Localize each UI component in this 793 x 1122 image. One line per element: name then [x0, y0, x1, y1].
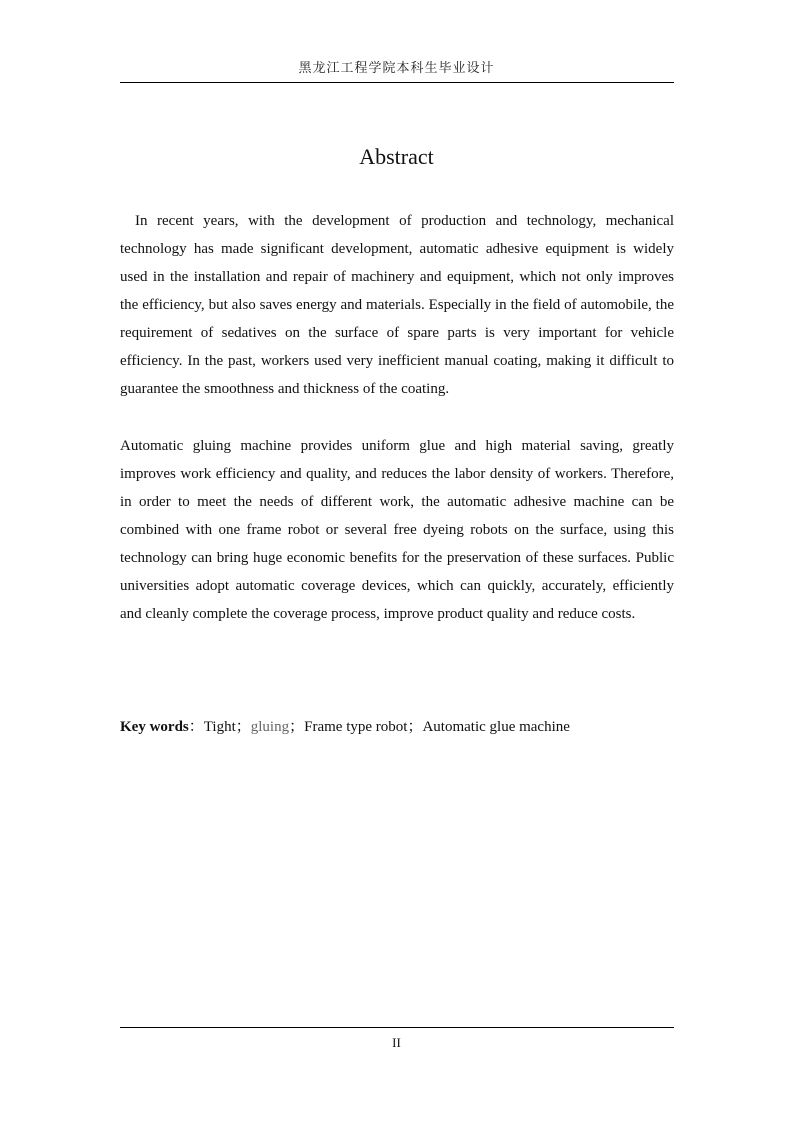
page-number: II	[392, 1035, 401, 1050]
keyword-item: gluing	[250, 719, 290, 735]
keyword-delimiter: ；	[235, 719, 251, 735]
footer-divider	[120, 1027, 674, 1028]
abstract-paragraph-1: In recent years, with the development of production and technology, mechanical technology has made significant development, automatic adhesive equipment is widely used in the installation and repair of machinery and equipment, which not only improves the efficiency, but also saves energy and materials. Especially in the field of automobile, the requirement of sedatives on the surface of spare parts is very important for vehicle efficiency. In the past, workers used very inefficient manual coating, making it difficult to guarantee the smoothness and thickness of the coating.	[120, 213, 674, 397]
page-header-title: 黑龙江工程学院本科生毕业设计	[298, 61, 495, 76]
keywords-label: Key words	[120, 719, 189, 735]
keywords-line	[120, 713, 674, 741]
keyword-item: Tight	[203, 719, 236, 735]
keyword-item: Frame type robot	[304, 719, 408, 735]
abstract-heading: Abstract	[359, 144, 434, 169]
keyword-delimiter: ；	[407, 719, 423, 735]
keywords-colon: ：	[188, 719, 204, 735]
keyword-delimiter: ；	[289, 719, 305, 735]
header-divider	[120, 82, 674, 83]
abstract-paragraph-2: Automatic gluing machine provides uniform glue and high material saving, greatly improves work efficiency and quality, and reduces the labor density of workers. Therefore, in order to meet the needs of different work, the automatic adhesive machine can be combined with one frame robot or several free dyeing robots on the surface, using this technology can bring huge economic benefits for the preservation of these surfaces. Public universities adopt automatic coverage devices, which can quickly, accurately, efficiently and cleanly complete the coverage process, improve product quality and reduce costs.	[120, 438, 674, 622]
keyword-item: Automatic glue machine	[422, 719, 570, 735]
